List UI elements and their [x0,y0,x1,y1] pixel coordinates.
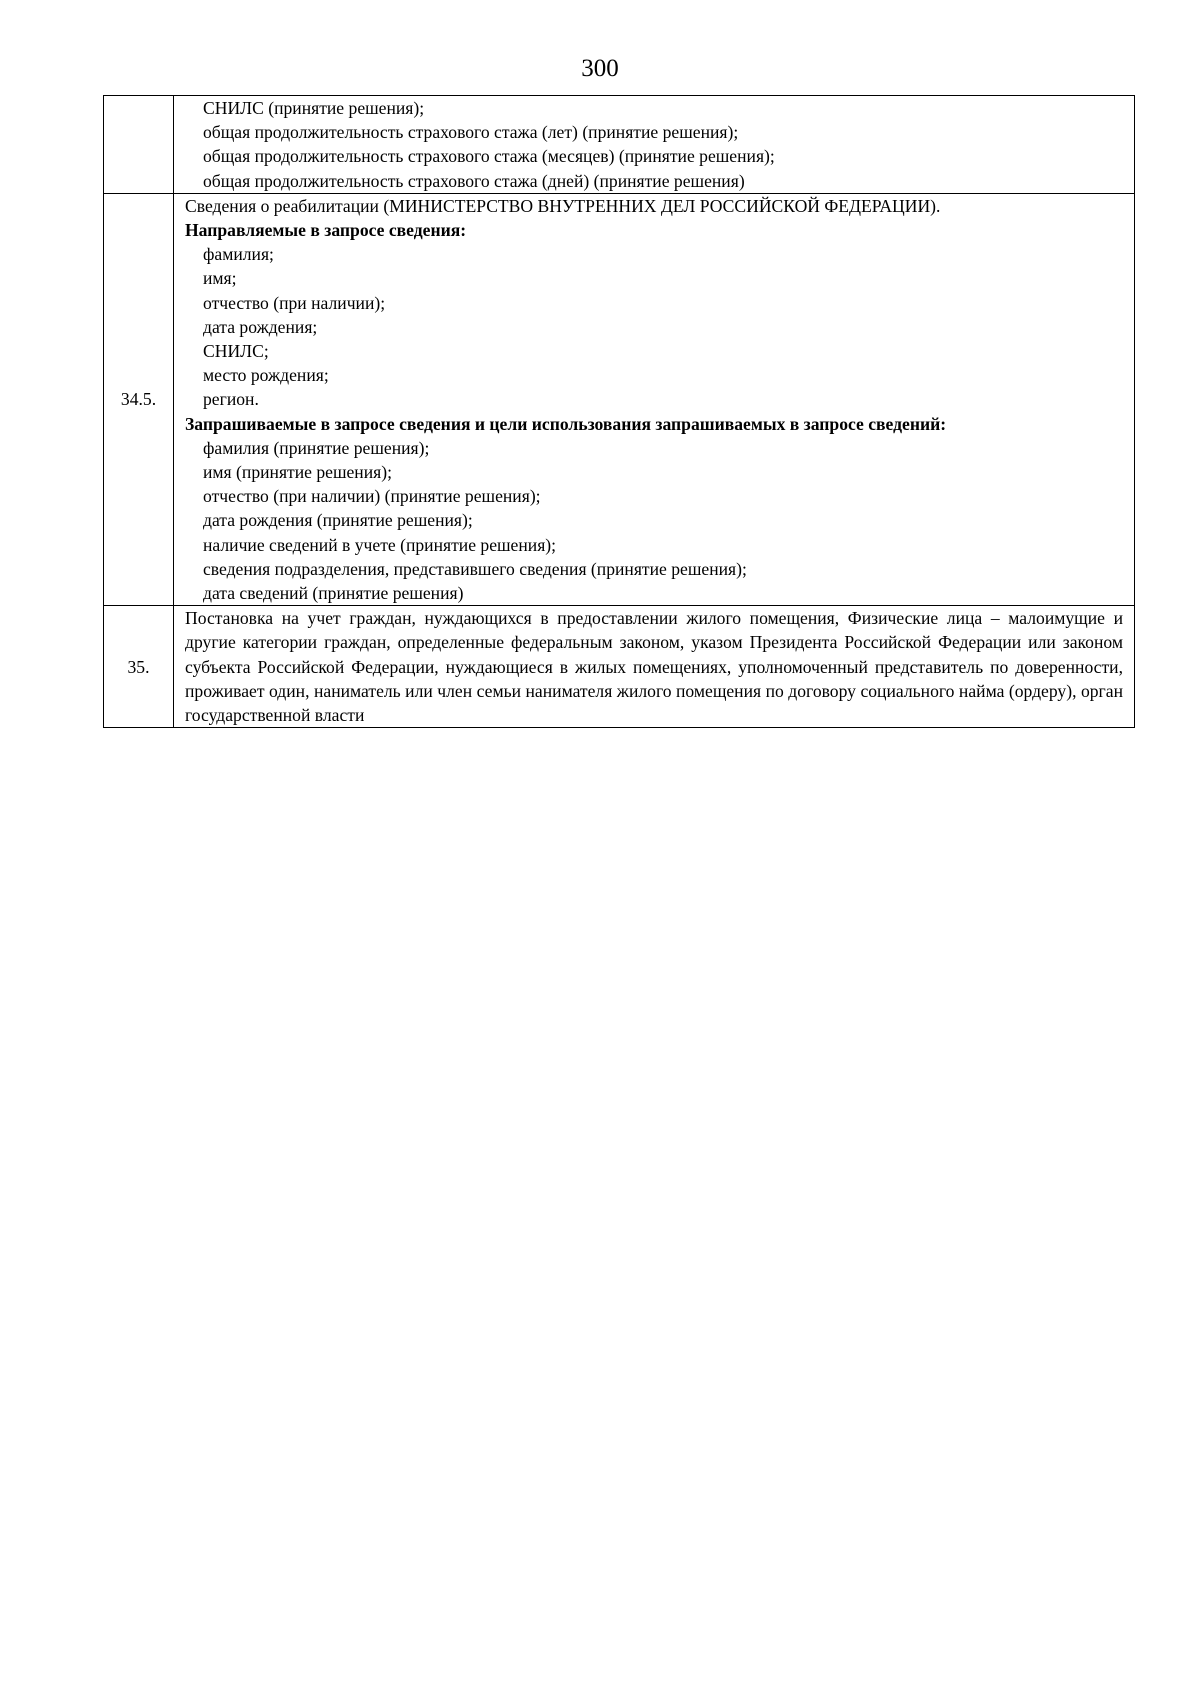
list-item: имя (принятие решения); [203,462,392,483]
row-content [174,193,1135,605]
list-item: СНИЛС (принятие решения); [203,98,425,118]
list-item: сведения подразделения, представившего сведения (принятие решения); [203,558,747,579]
list-item: дата сведений (принятие решения) [203,583,464,604]
document-table [103,95,1135,728]
list-item: фамилия; [203,244,274,265]
list-item: наличие сведений в учете (принятие решения); [203,534,557,555]
table-row [104,96,1135,194]
sent-data-heading: Направляемые в запросе сведения: [185,220,467,241]
row-content [174,606,1135,728]
list-item: дата рождения (принятие решения); [203,510,473,531]
section-title: Сведения о реабилитации (МИНИСТЕРСТВО ВНУТРЕННИХ ДЕЛ РОССИЙСКОЙ ФЕДЕРАЦИИ). [185,195,941,216]
service-description: Постановка на учет граждан, нуждающихся в предоставлении жилого помещения, Физические лица – малоимущие и другие категории граждан, определенные федеральным законом, указом Президента Российской Федерации или законом субъекта Российской Федерации, нуждающиеся в жилых помещениях, уполномоченный представитель по доверенности, проживает один, наниматель или член семьи нанимателя жилого помещения по договору социального найма (ордеру), орган государственной власти [185,608,1123,726]
list-item: место рождения; [203,365,329,386]
row-number: 34.5. [104,193,174,605]
list-item: регион. [203,389,259,410]
list-item: дата рождения; [203,316,318,337]
row-number [104,96,174,194]
list-item: общая продолжительность страхового стажа (дней) (принятие решения) [203,170,745,191]
list-item: общая продолжительность страхового стажа (лет) (принятие решения); [203,122,739,143]
list-item: отчество (при наличии) (принятие решения); [203,486,541,507]
page-number: 300 [581,55,619,82]
row-number: 35. [104,606,174,728]
row-content [174,96,1135,194]
requested-data-heading: Запрашиваемые в запросе сведения и цели использования запрашиваемых в запросе сведений: [185,413,947,434]
list-item: СНИЛС; [203,341,269,362]
list-item: фамилия (принятие решения); [203,437,430,458]
list-item: общая продолжительность страхового стажа (месяцев) (принятие решения); [203,146,775,167]
list-item: имя; [203,268,237,289]
table-row [104,606,1135,728]
table-row [104,193,1135,605]
list-item: отчество (при наличии); [203,292,386,313]
